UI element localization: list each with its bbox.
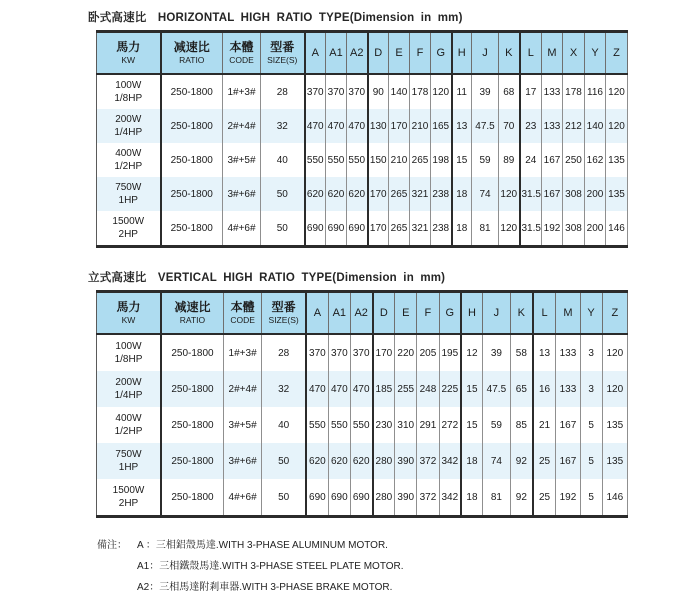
dim-cell-a: 690 bbox=[305, 211, 326, 247]
column-header-l: L bbox=[520, 32, 542, 75]
power-cell: 100W 1/8HP bbox=[97, 74, 161, 109]
dim-cell-a2: 550 bbox=[347, 143, 368, 177]
column-header-h: H bbox=[461, 292, 482, 335]
dim-cell-y: 200 bbox=[585, 177, 606, 211]
note-line-a bbox=[97, 535, 690, 556]
dim-cell-a2: 370 bbox=[350, 334, 372, 371]
dim-cell-f: 210 bbox=[410, 109, 431, 143]
column-header-g: G bbox=[431, 32, 452, 75]
dim-cell-a1: 370 bbox=[326, 74, 347, 109]
dim-cell-z: 146 bbox=[606, 211, 628, 247]
size-cell: 32 bbox=[261, 109, 305, 143]
code-cell: 3#+5# bbox=[223, 407, 261, 443]
dim-cell-a2: 620 bbox=[350, 443, 372, 479]
ratio-cell: 250-1800 bbox=[161, 334, 223, 371]
dim-cell-m: 192 bbox=[556, 479, 580, 517]
dim-cell-z: 120 bbox=[606, 74, 628, 109]
dim-cell-g: 195 bbox=[439, 334, 461, 371]
size-cell: 50 bbox=[261, 177, 305, 211]
size-cell: 50 bbox=[262, 443, 306, 479]
table-row bbox=[97, 74, 628, 109]
column-header-z: Z bbox=[602, 292, 627, 335]
dim-cell-j: 47.5 bbox=[472, 109, 499, 143]
dim-cell-k: 68 bbox=[499, 74, 520, 109]
dim-cell-a: 370 bbox=[305, 74, 326, 109]
table-row bbox=[97, 143, 628, 177]
ratio-cell: 250-1800 bbox=[161, 443, 223, 479]
dim-cell-e: 140 bbox=[389, 74, 410, 109]
dim-cell-y: 116 bbox=[585, 74, 606, 109]
dim-cell-j: 47.5 bbox=[482, 371, 510, 407]
dim-cell-h: 18 bbox=[452, 211, 472, 247]
column-header-j: J bbox=[472, 32, 499, 75]
column-header: 本體 CODE bbox=[223, 32, 261, 75]
dim-cell-y: 140 bbox=[585, 109, 606, 143]
dim-cell-j: 81 bbox=[482, 479, 510, 517]
dim-cell-a1: 690 bbox=[326, 211, 347, 247]
dim-cell-l: 17 bbox=[520, 74, 542, 109]
column-header-f: F bbox=[410, 32, 431, 75]
dim-cell-k: 120 bbox=[499, 211, 520, 247]
dim-cell-k: 58 bbox=[511, 334, 533, 371]
dim-cell-k: 85 bbox=[511, 407, 533, 443]
dim-cell-a2: 470 bbox=[347, 109, 368, 143]
dim-cell-g: 238 bbox=[431, 211, 452, 247]
size-cell: 32 bbox=[262, 371, 306, 407]
table-row bbox=[97, 211, 628, 247]
size-cell: 40 bbox=[262, 407, 306, 443]
ratio-cell: 250-1800 bbox=[161, 143, 223, 177]
dim-cell-g: 342 bbox=[439, 479, 461, 517]
column-header-y: Y bbox=[585, 32, 606, 75]
table-row bbox=[97, 479, 628, 517]
dim-cell-h: 15 bbox=[461, 407, 482, 443]
table-row bbox=[97, 177, 628, 211]
dim-cell-z: 135 bbox=[602, 407, 627, 443]
size-cell: 50 bbox=[261, 211, 305, 247]
dim-cell-j: 74 bbox=[482, 443, 510, 479]
vertical-type-section bbox=[88, 269, 690, 518]
dim-cell-g: 225 bbox=[439, 371, 461, 407]
size-cell: 28 bbox=[262, 334, 306, 371]
size-cell: 28 bbox=[261, 74, 305, 109]
note-line-a2 bbox=[97, 577, 690, 598]
dim-cell-x: 178 bbox=[563, 74, 585, 109]
code-cell: 3#+6# bbox=[223, 177, 261, 211]
dim-cell-y: 162 bbox=[585, 143, 606, 177]
ratio-cell: 250-1800 bbox=[161, 109, 223, 143]
dim-cell-m: 192 bbox=[542, 211, 563, 247]
dim-cell-f: 372 bbox=[417, 443, 439, 479]
dim-cell-a2: 550 bbox=[350, 407, 372, 443]
dim-cell-l: 16 bbox=[533, 371, 556, 407]
size-cell: 40 bbox=[261, 143, 305, 177]
dim-cell-f: 321 bbox=[410, 211, 431, 247]
power-cell: 100W 1/8HP bbox=[97, 334, 161, 371]
size-cell: 50 bbox=[262, 479, 306, 517]
column-header-m: M bbox=[542, 32, 563, 75]
column-header-g: G bbox=[439, 292, 461, 335]
dim-cell-y: 5 bbox=[580, 479, 602, 517]
note-text: A1：三相鐵殼馬達.WITH 3-PHASE STEEL PLATE MOTOR. bbox=[137, 561, 404, 572]
dim-cell-m: 167 bbox=[556, 443, 580, 479]
column-header-d: D bbox=[368, 32, 389, 75]
dim-cell-x: 308 bbox=[563, 211, 585, 247]
dim-cell-a1: 550 bbox=[328, 407, 350, 443]
dim-cell-e: 310 bbox=[395, 407, 417, 443]
dim-cell-y: 3 bbox=[580, 334, 602, 371]
column-header: 型番 SIZE(S) bbox=[262, 292, 306, 335]
code-cell: 3#+6# bbox=[223, 443, 261, 479]
power-cell: 400W 1/2HP bbox=[97, 143, 161, 177]
horizontal-type-section bbox=[88, 9, 690, 248]
column-header-a2: A2 bbox=[350, 292, 372, 335]
column-header-l: L bbox=[533, 292, 556, 335]
dim-cell-j: 81 bbox=[472, 211, 499, 247]
header-row bbox=[97, 32, 628, 75]
ratio-cell: 250-1800 bbox=[161, 177, 223, 211]
dim-cell-l: 31.5 bbox=[520, 211, 542, 247]
ratio-cell: 250-1800 bbox=[161, 74, 223, 109]
column-header-x: X bbox=[563, 32, 585, 75]
dim-cell-a: 550 bbox=[305, 143, 326, 177]
ratio-cell: 250-1800 bbox=[161, 407, 223, 443]
dim-cell-z: 120 bbox=[602, 371, 627, 407]
column-header-a: A bbox=[305, 32, 326, 75]
note-text: A2：三相馬達附剎車器.WITH 3-PHASE BRAKE MOTOR. bbox=[137, 582, 393, 593]
dim-cell-h: 18 bbox=[461, 443, 482, 479]
dim-cell-d: 185 bbox=[373, 371, 395, 407]
dim-cell-a: 470 bbox=[306, 371, 328, 407]
dim-cell-h: 18 bbox=[452, 177, 472, 211]
dim-cell-y: 5 bbox=[580, 443, 602, 479]
dim-cell-z: 120 bbox=[606, 109, 628, 143]
dim-cell-k: 70 bbox=[499, 109, 520, 143]
column-header-j: J bbox=[482, 292, 510, 335]
note-line-a1 bbox=[97, 556, 690, 577]
dim-cell-d: 170 bbox=[368, 211, 389, 247]
dim-cell-f: 205 bbox=[417, 334, 439, 371]
dim-cell-h: 15 bbox=[461, 371, 482, 407]
dim-cell-m: 133 bbox=[556, 371, 580, 407]
dim-cell-a1: 620 bbox=[328, 443, 350, 479]
dim-cell-e: 170 bbox=[389, 109, 410, 143]
dim-cell-x: 308 bbox=[563, 177, 585, 211]
footnotes bbox=[97, 535, 690, 598]
column-header-f: F bbox=[417, 292, 439, 335]
power-cell: 1500W 2HP bbox=[97, 211, 161, 247]
dim-cell-l: 25 bbox=[533, 443, 556, 479]
dim-cell-k: 89 bbox=[499, 143, 520, 177]
dim-cell-m: 167 bbox=[556, 407, 580, 443]
dim-cell-a1: 370 bbox=[328, 334, 350, 371]
dim-cell-y: 200 bbox=[585, 211, 606, 247]
note-text: A ：三相鋁殼馬達.WITH 3-PHASE ALUMINUM MOTOR. bbox=[137, 540, 388, 551]
dim-cell-l: 24 bbox=[520, 143, 542, 177]
column-header-k: K bbox=[499, 32, 520, 75]
dim-cell-l: 25 bbox=[533, 479, 556, 517]
dim-cell-e: 390 bbox=[395, 443, 417, 479]
dim-cell-a2: 690 bbox=[347, 211, 368, 247]
dim-cell-f: 321 bbox=[410, 177, 431, 211]
dim-cell-d: 280 bbox=[373, 479, 395, 517]
dim-cell-z: 135 bbox=[602, 443, 627, 479]
column-header-a1: A1 bbox=[328, 292, 350, 335]
dim-cell-a2: 370 bbox=[347, 74, 368, 109]
power-cell: 200W 1/4HP bbox=[97, 371, 161, 407]
dim-cell-j: 39 bbox=[472, 74, 499, 109]
dim-cell-d: 280 bbox=[373, 443, 395, 479]
dim-cell-g: 120 bbox=[431, 74, 452, 109]
column-header-e: E bbox=[395, 292, 417, 335]
dim-cell-f: 291 bbox=[417, 407, 439, 443]
power-cell: 1500W 2HP bbox=[97, 479, 161, 517]
dim-cell-d: 170 bbox=[368, 177, 389, 211]
dim-cell-j: 74 bbox=[472, 177, 499, 211]
table-row bbox=[97, 407, 628, 443]
power-cell: 400W 1/2HP bbox=[97, 407, 161, 443]
dim-cell-d: 90 bbox=[368, 74, 389, 109]
dim-cell-f: 178 bbox=[410, 74, 431, 109]
title-chinese: 卧式高速比 bbox=[88, 12, 147, 24]
dim-cell-z: 135 bbox=[606, 143, 628, 177]
dim-cell-a1: 470 bbox=[326, 109, 347, 143]
dim-cell-m: 133 bbox=[542, 74, 563, 109]
title-english: HORIZONTAL HIGH RATIO TYPE(Dimension in mm) bbox=[157, 12, 463, 24]
dim-cell-y: 3 bbox=[580, 371, 602, 407]
column-header: 减速比 RATIO bbox=[161, 32, 223, 75]
ratio-cell: 250-1800 bbox=[161, 371, 223, 407]
title-english: VERTICAL HIGH RATIO TYPE(Dimension in mm) bbox=[157, 272, 446, 284]
dim-cell-a: 550 bbox=[306, 407, 328, 443]
code-cell: 1#+3# bbox=[223, 74, 261, 109]
dim-cell-k: 92 bbox=[511, 443, 533, 479]
dim-cell-h: 15 bbox=[452, 143, 472, 177]
dim-cell-d: 170 bbox=[373, 334, 395, 371]
column-header-a: A bbox=[306, 292, 328, 335]
ratio-cell: 250-1800 bbox=[161, 211, 223, 247]
power-cell: 200W 1/4HP bbox=[97, 109, 161, 143]
code-cell: 1#+3# bbox=[223, 334, 261, 371]
vertical-spec-table bbox=[96, 290, 628, 518]
dim-cell-e: 210 bbox=[389, 143, 410, 177]
dim-cell-z: 135 bbox=[606, 177, 628, 211]
power-cell: 750W 1HP bbox=[97, 443, 161, 479]
dim-cell-j: 59 bbox=[472, 143, 499, 177]
dim-cell-a2: 620 bbox=[347, 177, 368, 211]
dim-cell-k: 120 bbox=[499, 177, 520, 211]
dim-cell-l: 23 bbox=[520, 109, 542, 143]
code-cell: 2#+4# bbox=[223, 109, 261, 143]
column-header: 本體 CODE bbox=[223, 292, 261, 335]
horizontal-spec-table bbox=[96, 30, 628, 248]
horizontal-table-title bbox=[88, 9, 690, 25]
dim-cell-e: 220 bbox=[395, 334, 417, 371]
column-header-h: H bbox=[452, 32, 472, 75]
column-header-m: M bbox=[556, 292, 580, 335]
dim-cell-x: 250 bbox=[563, 143, 585, 177]
dim-cell-f: 265 bbox=[410, 143, 431, 177]
dim-cell-g: 272 bbox=[439, 407, 461, 443]
dim-cell-g: 238 bbox=[431, 177, 452, 211]
dim-cell-a: 620 bbox=[306, 443, 328, 479]
column-header-a2: A2 bbox=[347, 32, 368, 75]
dim-cell-a1: 470 bbox=[328, 371, 350, 407]
dim-cell-e: 265 bbox=[389, 177, 410, 211]
column-header-a1: A1 bbox=[326, 32, 347, 75]
dim-cell-j: 59 bbox=[482, 407, 510, 443]
dim-cell-h: 12 bbox=[461, 334, 482, 371]
dim-cell-d: 130 bbox=[368, 109, 389, 143]
dim-cell-m: 133 bbox=[556, 334, 580, 371]
dim-cell-g: 198 bbox=[431, 143, 452, 177]
power-cell: 750W 1HP bbox=[97, 177, 161, 211]
dim-cell-j: 39 bbox=[482, 334, 510, 371]
code-cell: 3#+5# bbox=[223, 143, 261, 177]
dim-cell-l: 21 bbox=[533, 407, 556, 443]
dim-cell-z: 146 bbox=[602, 479, 627, 517]
dim-cell-a: 690 bbox=[306, 479, 328, 517]
column-header: 减速比 RATIO bbox=[161, 292, 223, 335]
dim-cell-d: 230 bbox=[373, 407, 395, 443]
notes-label: 備注： bbox=[97, 540, 127, 551]
header-row bbox=[97, 292, 628, 335]
dim-cell-h: 13 bbox=[452, 109, 472, 143]
dim-cell-f: 372 bbox=[417, 479, 439, 517]
vertical-table-title bbox=[88, 269, 690, 285]
dim-cell-z: 120 bbox=[602, 334, 627, 371]
dim-cell-h: 11 bbox=[452, 74, 472, 109]
dim-cell-e: 255 bbox=[395, 371, 417, 407]
dim-cell-e: 265 bbox=[389, 211, 410, 247]
dim-cell-a1: 690 bbox=[328, 479, 350, 517]
dim-cell-y: 5 bbox=[580, 407, 602, 443]
column-header-d: D bbox=[373, 292, 395, 335]
dim-cell-m: 133 bbox=[542, 109, 563, 143]
table-row bbox=[97, 443, 628, 479]
dim-cell-f: 248 bbox=[417, 371, 439, 407]
dim-cell-a: 470 bbox=[305, 109, 326, 143]
dim-cell-e: 390 bbox=[395, 479, 417, 517]
dim-cell-a2: 470 bbox=[350, 371, 372, 407]
dim-cell-a: 370 bbox=[306, 334, 328, 371]
table-row bbox=[97, 109, 628, 143]
dim-cell-l: 13 bbox=[533, 334, 556, 371]
ratio-cell: 250-1800 bbox=[161, 479, 223, 517]
column-header-y: Y bbox=[580, 292, 602, 335]
column-header: 馬力 KW bbox=[97, 292, 161, 335]
code-cell: 2#+4# bbox=[223, 371, 261, 407]
dim-cell-x: 212 bbox=[563, 109, 585, 143]
column-header: 馬力 KW bbox=[97, 32, 161, 75]
dim-cell-m: 167 bbox=[542, 143, 563, 177]
column-header-z: Z bbox=[606, 32, 628, 75]
dim-cell-h: 18 bbox=[461, 479, 482, 517]
table-row bbox=[97, 371, 628, 407]
code-cell: 4#+6# bbox=[223, 211, 261, 247]
code-cell: 4#+6# bbox=[223, 479, 261, 517]
dim-cell-k: 92 bbox=[511, 479, 533, 517]
dim-cell-a2: 690 bbox=[350, 479, 372, 517]
column-header: 型番 SIZE(S) bbox=[261, 32, 305, 75]
dim-cell-l: 31.5 bbox=[520, 177, 542, 211]
table-row bbox=[97, 334, 628, 371]
dim-cell-g: 165 bbox=[431, 109, 452, 143]
dim-cell-a: 620 bbox=[305, 177, 326, 211]
dim-cell-m: 167 bbox=[542, 177, 563, 211]
dim-cell-d: 150 bbox=[368, 143, 389, 177]
dim-cell-k: 65 bbox=[511, 371, 533, 407]
title-chinese: 立式高速比 bbox=[88, 272, 147, 284]
column-header-e: E bbox=[389, 32, 410, 75]
dim-cell-g: 342 bbox=[439, 443, 461, 479]
dim-cell-a1: 620 bbox=[326, 177, 347, 211]
dim-cell-a1: 550 bbox=[326, 143, 347, 177]
column-header-k: K bbox=[511, 292, 533, 335]
